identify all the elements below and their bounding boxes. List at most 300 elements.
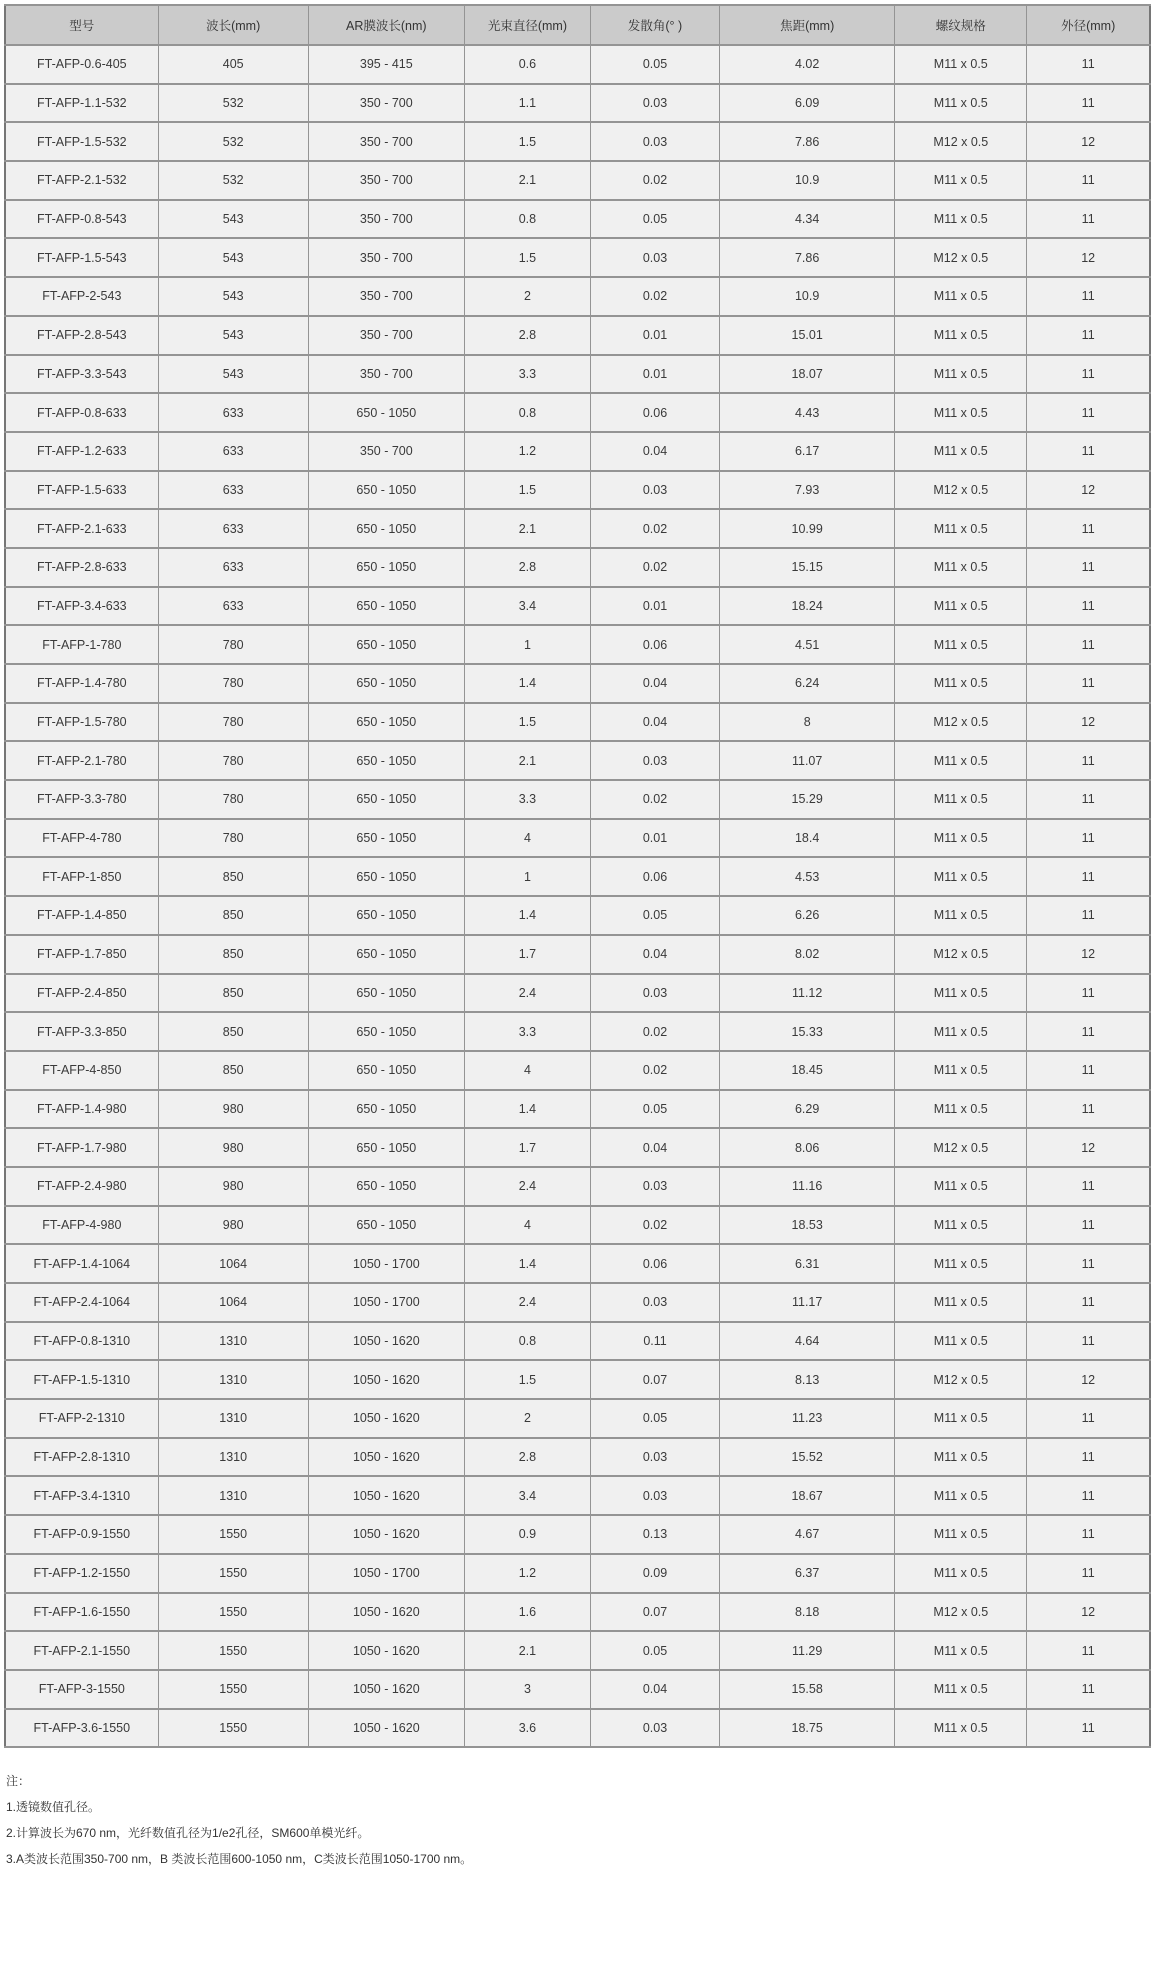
cell-model: FT-AFP-2.4-850 xyxy=(5,974,158,1013)
cell-wavelength: 543 xyxy=(158,238,308,277)
cell-focal-length: 6.09 xyxy=(720,84,895,123)
table-row xyxy=(5,432,1150,471)
footnote-2: 2.计算波长为670 nm，光纤数值孔径为1/e2孔径，SM600单模光纤。 xyxy=(6,1826,370,1841)
cell-ar-coating-range: 650 - 1050 xyxy=(308,974,464,1013)
cell-thread-spec: M12 x 0.5 xyxy=(895,703,1027,742)
cell-model: FT-AFP-3-1550 xyxy=(5,1670,158,1709)
cell-thread-spec: M11 x 0.5 xyxy=(895,355,1027,394)
cell-beam-diameter: 2 xyxy=(464,277,590,316)
cell-divergence-angle: 0.03 xyxy=(590,1438,719,1477)
cell-thread-spec: M11 x 0.5 xyxy=(895,974,1027,1013)
cell-ar-coating-range: 650 - 1050 xyxy=(308,393,464,432)
cell-ar-coating-range: 350 - 700 xyxy=(308,238,464,277)
cell-outer-diameter: 11 xyxy=(1027,780,1150,819)
cell-wavelength: 780 xyxy=(158,703,308,742)
table-row xyxy=(5,355,1150,394)
cell-model: FT-AFP-1.5-633 xyxy=(5,471,158,510)
cell-ar-coating-range: 1050 - 1620 xyxy=(308,1399,464,1438)
cell-ar-coating-range: 650 - 1050 xyxy=(308,1090,464,1129)
cell-divergence-angle: 0.01 xyxy=(590,355,719,394)
cell-wavelength: 980 xyxy=(158,1206,308,1245)
cell-focal-length: 11.16 xyxy=(720,1167,895,1206)
cell-beam-diameter: 2.4 xyxy=(464,1167,590,1206)
cell-model: FT-AFP-4-980 xyxy=(5,1206,158,1245)
cell-model: FT-AFP-0.8-543 xyxy=(5,200,158,239)
cell-thread-spec: M11 x 0.5 xyxy=(895,509,1027,548)
cell-model: FT-AFP-3.3-543 xyxy=(5,355,158,394)
cell-ar-coating-range: 350 - 700 xyxy=(308,277,464,316)
table-header xyxy=(5,5,1150,45)
table-row xyxy=(5,45,1150,84)
cell-wavelength: 850 xyxy=(158,1051,308,1090)
cell-ar-coating-range: 650 - 1050 xyxy=(308,780,464,819)
table-row xyxy=(5,741,1150,780)
cell-thread-spec: M11 x 0.5 xyxy=(895,896,1027,935)
table-row xyxy=(5,1167,1150,1206)
table-row xyxy=(5,238,1150,277)
cell-outer-diameter: 11 xyxy=(1027,355,1150,394)
cell-focal-length: 4.67 xyxy=(720,1515,895,1554)
cell-ar-coating-range: 350 - 700 xyxy=(308,316,464,355)
cell-thread-spec: M11 x 0.5 xyxy=(895,548,1027,587)
cell-wavelength: 780 xyxy=(158,664,308,703)
cell-focal-length: 11.23 xyxy=(720,1399,895,1438)
cell-divergence-angle: 0.03 xyxy=(590,1709,719,1748)
cell-thread-spec: M11 x 0.5 xyxy=(895,587,1027,626)
cell-outer-diameter: 11 xyxy=(1027,587,1150,626)
cell-model: FT-AFP-3.4-633 xyxy=(5,587,158,626)
table-row xyxy=(5,1593,1150,1632)
cell-thread-spec: M11 x 0.5 xyxy=(895,1554,1027,1593)
table-row xyxy=(5,1631,1150,1670)
cell-focal-length: 4.53 xyxy=(720,857,895,896)
cell-divergence-angle: 0.04 xyxy=(590,432,719,471)
cell-ar-coating-range: 650 - 1050 xyxy=(308,509,464,548)
cell-beam-diameter: 0.8 xyxy=(464,1322,590,1361)
table-row xyxy=(5,1399,1150,1438)
table-row xyxy=(5,1128,1150,1167)
cell-wavelength: 543 xyxy=(158,200,308,239)
cell-thread-spec: M11 x 0.5 xyxy=(895,1283,1027,1322)
cell-wavelength: 850 xyxy=(158,857,308,896)
cell-model: FT-AFP-2.8-1310 xyxy=(5,1438,158,1477)
cell-wavelength: 1550 xyxy=(158,1709,308,1748)
cell-ar-coating-range: 650 - 1050 xyxy=(308,1167,464,1206)
cell-beam-diameter: 2.4 xyxy=(464,974,590,1013)
cell-divergence-angle: 0.03 xyxy=(590,1476,719,1515)
cell-beam-diameter: 1.4 xyxy=(464,896,590,935)
cell-wavelength: 1550 xyxy=(158,1670,308,1709)
cell-focal-length: 6.17 xyxy=(720,432,895,471)
cell-model: FT-AFP-1.5-543 xyxy=(5,238,158,277)
cell-divergence-angle: 0.03 xyxy=(590,84,719,123)
table-row xyxy=(5,703,1150,742)
cell-divergence-angle: 0.05 xyxy=(590,1090,719,1129)
cell-beam-diameter: 1.1 xyxy=(464,84,590,123)
spec-table-body xyxy=(5,45,1150,1747)
cell-focal-length: 15.15 xyxy=(720,548,895,587)
cell-beam-diameter: 2.8 xyxy=(464,1438,590,1477)
cell-beam-diameter: 0.6 xyxy=(464,45,590,84)
cell-beam-diameter: 1.5 xyxy=(464,471,590,510)
cell-focal-length: 6.26 xyxy=(720,896,895,935)
cell-outer-diameter: 11 xyxy=(1027,1515,1150,1554)
cell-focal-length: 18.53 xyxy=(720,1206,895,1245)
cell-model: FT-AFP-1.7-850 xyxy=(5,935,158,974)
cell-thread-spec: M12 x 0.5 xyxy=(895,935,1027,974)
cell-beam-diameter: 3.4 xyxy=(464,587,590,626)
cell-outer-diameter: 11 xyxy=(1027,741,1150,780)
cell-beam-diameter: 1.5 xyxy=(464,703,590,742)
cell-focal-length: 8.13 xyxy=(720,1360,895,1399)
cell-divergence-angle: 0.05 xyxy=(590,896,719,935)
header-wavelength: 波长(mm) xyxy=(158,5,308,45)
cell-model: FT-AFP-4-780 xyxy=(5,819,158,858)
cell-thread-spec: M11 x 0.5 xyxy=(895,780,1027,819)
cell-beam-diameter: 2.1 xyxy=(464,161,590,200)
cell-wavelength: 1310 xyxy=(158,1360,308,1399)
cell-divergence-angle: 0.02 xyxy=(590,509,719,548)
cell-beam-diameter: 2.1 xyxy=(464,509,590,548)
cell-model: FT-AFP-1.6-1550 xyxy=(5,1593,158,1632)
cell-ar-coating-range: 650 - 1050 xyxy=(308,587,464,626)
cell-beam-diameter: 2.8 xyxy=(464,316,590,355)
table-row xyxy=(5,84,1150,123)
cell-ar-coating-range: 650 - 1050 xyxy=(308,1206,464,1245)
cell-divergence-angle: 0.02 xyxy=(590,1012,719,1051)
cell-focal-length: 10.99 xyxy=(720,509,895,548)
cell-focal-length: 11.17 xyxy=(720,1283,895,1322)
cell-focal-length: 4.64 xyxy=(720,1322,895,1361)
header-outer-diameter: 外径(mm) xyxy=(1027,5,1150,45)
cell-divergence-angle: 0.03 xyxy=(590,122,719,161)
cell-ar-coating-range: 650 - 1050 xyxy=(308,1012,464,1051)
cell-focal-length: 8 xyxy=(720,703,895,742)
cell-focal-length: 11.07 xyxy=(720,741,895,780)
cell-beam-diameter: 4 xyxy=(464,819,590,858)
table-row xyxy=(5,625,1150,664)
cell-outer-diameter: 11 xyxy=(1027,432,1150,471)
cell-focal-length: 11.12 xyxy=(720,974,895,1013)
cell-focal-length: 4.43 xyxy=(720,393,895,432)
cell-thread-spec: M11 x 0.5 xyxy=(895,1012,1027,1051)
cell-wavelength: 633 xyxy=(158,587,308,626)
cell-ar-coating-range: 1050 - 1620 xyxy=(308,1322,464,1361)
cell-beam-diameter: 1.2 xyxy=(464,1554,590,1593)
cell-model: FT-AFP-2-543 xyxy=(5,277,158,316)
cell-model: FT-AFP-1-850 xyxy=(5,857,158,896)
cell-ar-coating-range: 650 - 1050 xyxy=(308,548,464,587)
cell-divergence-angle: 0.01 xyxy=(590,587,719,626)
cell-wavelength: 1310 xyxy=(158,1438,308,1477)
table-row xyxy=(5,200,1150,239)
cell-thread-spec: M11 x 0.5 xyxy=(895,857,1027,896)
table-row xyxy=(5,819,1150,858)
table-row xyxy=(5,393,1150,432)
cell-focal-length: 15.58 xyxy=(720,1670,895,1709)
cell-outer-diameter: 11 xyxy=(1027,1399,1150,1438)
cell-divergence-angle: 0.01 xyxy=(590,316,719,355)
cell-outer-diameter: 11 xyxy=(1027,974,1150,1013)
cell-thread-spec: M11 x 0.5 xyxy=(895,664,1027,703)
cell-outer-diameter: 12 xyxy=(1027,471,1150,510)
cell-ar-coating-range: 650 - 1050 xyxy=(308,857,464,896)
cell-focal-length: 6.29 xyxy=(720,1090,895,1129)
cell-divergence-angle: 0.02 xyxy=(590,780,719,819)
cell-outer-diameter: 11 xyxy=(1027,625,1150,664)
cell-ar-coating-range: 1050 - 1700 xyxy=(308,1283,464,1322)
cell-thread-spec: M11 x 0.5 xyxy=(895,1515,1027,1554)
cell-divergence-angle: 0.03 xyxy=(590,741,719,780)
cell-beam-diameter: 3.6 xyxy=(464,1709,590,1748)
header-model: 型号 xyxy=(5,5,158,45)
cell-model: FT-AFP-4-850 xyxy=(5,1051,158,1090)
cell-divergence-angle: 0.02 xyxy=(590,548,719,587)
cell-beam-diameter: 1 xyxy=(464,857,590,896)
cell-beam-diameter: 3.3 xyxy=(464,1012,590,1051)
cell-thread-spec: M11 x 0.5 xyxy=(895,1167,1027,1206)
cell-outer-diameter: 11 xyxy=(1027,1244,1150,1283)
cell-ar-coating-range: 350 - 700 xyxy=(308,161,464,200)
footnotes xyxy=(4,1768,1151,1872)
cell-focal-length: 18.4 xyxy=(720,819,895,858)
cell-divergence-angle: 0.07 xyxy=(590,1593,719,1632)
cell-outer-diameter: 11 xyxy=(1027,1709,1150,1748)
cell-wavelength: 780 xyxy=(158,819,308,858)
cell-wavelength: 1310 xyxy=(158,1322,308,1361)
cell-outer-diameter: 11 xyxy=(1027,1012,1150,1051)
cell-wavelength: 543 xyxy=(158,355,308,394)
cell-divergence-angle: 0.05 xyxy=(590,1399,719,1438)
cell-ar-coating-range: 1050 - 1700 xyxy=(308,1244,464,1283)
cell-model: FT-AFP-3.3-780 xyxy=(5,780,158,819)
lens-spec-table xyxy=(4,4,1151,1748)
cell-outer-diameter: 11 xyxy=(1027,1631,1150,1670)
cell-ar-coating-range: 650 - 1050 xyxy=(308,664,464,703)
cell-thread-spec: M11 x 0.5 xyxy=(895,1399,1027,1438)
cell-model: FT-AFP-1.2-633 xyxy=(5,432,158,471)
table-row xyxy=(5,1283,1150,1322)
cell-divergence-angle: 0.06 xyxy=(590,1244,719,1283)
cell-thread-spec: M11 x 0.5 xyxy=(895,1051,1027,1090)
cell-divergence-angle: 0.03 xyxy=(590,471,719,510)
cell-thread-spec: M12 x 0.5 xyxy=(895,122,1027,161)
cell-thread-spec: M11 x 0.5 xyxy=(895,200,1027,239)
cell-wavelength: 633 xyxy=(158,471,308,510)
cell-thread-spec: M11 x 0.5 xyxy=(895,1709,1027,1748)
cell-ar-coating-range: 395 - 415 xyxy=(308,45,464,84)
cell-wavelength: 633 xyxy=(158,509,308,548)
cell-focal-length: 4.02 xyxy=(720,45,895,84)
cell-outer-diameter: 11 xyxy=(1027,45,1150,84)
cell-focal-length: 6.24 xyxy=(720,664,895,703)
cell-model: FT-AFP-1.7-980 xyxy=(5,1128,158,1167)
cell-beam-diameter: 2 xyxy=(464,1399,590,1438)
cell-beam-diameter: 4 xyxy=(464,1051,590,1090)
cell-ar-coating-range: 650 - 1050 xyxy=(308,935,464,974)
table-row xyxy=(5,1670,1150,1709)
cell-beam-diameter: 3.4 xyxy=(464,1476,590,1515)
cell-beam-diameter: 2.1 xyxy=(464,741,590,780)
cell-beam-diameter: 0.9 xyxy=(464,1515,590,1554)
cell-divergence-angle: 0.03 xyxy=(590,1167,719,1206)
cell-outer-diameter: 12 xyxy=(1027,1360,1150,1399)
cell-model: FT-AFP-1.1-532 xyxy=(5,84,158,123)
table-row xyxy=(5,1476,1150,1515)
cell-model: FT-AFP-0.8-1310 xyxy=(5,1322,158,1361)
cell-thread-spec: M11 x 0.5 xyxy=(895,1438,1027,1477)
cell-ar-coating-range: 1050 - 1620 xyxy=(308,1593,464,1632)
cell-thread-spec: M11 x 0.5 xyxy=(895,316,1027,355)
cell-ar-coating-range: 650 - 1050 xyxy=(308,703,464,742)
cell-wavelength: 543 xyxy=(158,316,308,355)
cell-divergence-angle: 0.06 xyxy=(590,857,719,896)
cell-ar-coating-range: 1050 - 1700 xyxy=(308,1554,464,1593)
cell-focal-length: 6.37 xyxy=(720,1554,895,1593)
cell-outer-diameter: 11 xyxy=(1027,200,1150,239)
table-row xyxy=(5,122,1150,161)
footnote-1: 1.透镜数值孔径。 xyxy=(6,1800,101,1815)
cell-model: FT-AFP-2.4-980 xyxy=(5,1167,158,1206)
cell-wavelength: 532 xyxy=(158,84,308,123)
cell-outer-diameter: 11 xyxy=(1027,1554,1150,1593)
cell-divergence-angle: 0.04 xyxy=(590,935,719,974)
cell-outer-diameter: 11 xyxy=(1027,277,1150,316)
cell-focal-length: 15.52 xyxy=(720,1438,895,1477)
cell-wavelength: 1310 xyxy=(158,1476,308,1515)
cell-outer-diameter: 12 xyxy=(1027,703,1150,742)
cell-outer-diameter: 11 xyxy=(1027,1090,1150,1129)
cell-focal-length: 8.02 xyxy=(720,935,895,974)
cell-thread-spec: M11 x 0.5 xyxy=(895,161,1027,200)
table-row xyxy=(5,1554,1150,1593)
cell-model: FT-AFP-1.5-1310 xyxy=(5,1360,158,1399)
cell-beam-diameter: 3.3 xyxy=(464,780,590,819)
table-row xyxy=(5,316,1150,355)
cell-divergence-angle: 0.11 xyxy=(590,1322,719,1361)
cell-outer-diameter: 12 xyxy=(1027,935,1150,974)
cell-model: FT-AFP-1.4-980 xyxy=(5,1090,158,1129)
cell-focal-length: 18.45 xyxy=(720,1051,895,1090)
cell-outer-diameter: 12 xyxy=(1027,1593,1150,1632)
cell-wavelength: 850 xyxy=(158,1012,308,1051)
cell-thread-spec: M11 x 0.5 xyxy=(895,1670,1027,1709)
cell-beam-diameter: 3 xyxy=(464,1670,590,1709)
cell-ar-coating-range: 650 - 1050 xyxy=(308,471,464,510)
header-ar-coating-range: AR膜波长(nm) xyxy=(308,5,464,45)
cell-ar-coating-range: 350 - 700 xyxy=(308,432,464,471)
cell-ar-coating-range: 1050 - 1620 xyxy=(308,1631,464,1670)
cell-wavelength: 1550 xyxy=(158,1515,308,1554)
header-beam-diameter: 光束直径(mm) xyxy=(464,5,590,45)
cell-focal-length: 18.24 xyxy=(720,587,895,626)
cell-outer-diameter: 11 xyxy=(1027,857,1150,896)
cell-wavelength: 780 xyxy=(158,780,308,819)
table-row xyxy=(5,664,1150,703)
cell-beam-diameter: 1.5 xyxy=(464,1360,590,1399)
cell-outer-diameter: 11 xyxy=(1027,161,1150,200)
cell-ar-coating-range: 650 - 1050 xyxy=(308,625,464,664)
cell-focal-length: 11.29 xyxy=(720,1631,895,1670)
cell-focal-length: 18.67 xyxy=(720,1476,895,1515)
cell-divergence-angle: 0.03 xyxy=(590,974,719,1013)
cell-model: FT-AFP-2.1-532 xyxy=(5,161,158,200)
cell-ar-coating-range: 1050 - 1620 xyxy=(308,1476,464,1515)
cell-ar-coating-range: 350 - 700 xyxy=(308,84,464,123)
cell-model: FT-AFP-2.8-543 xyxy=(5,316,158,355)
cell-divergence-angle: 0.04 xyxy=(590,1128,719,1167)
cell-focal-length: 15.33 xyxy=(720,1012,895,1051)
cell-divergence-angle: 0.06 xyxy=(590,393,719,432)
table-row xyxy=(5,1012,1150,1051)
cell-focal-length: 8.06 xyxy=(720,1128,895,1167)
cell-focal-length: 4.51 xyxy=(720,625,895,664)
cell-model: FT-AFP-2.8-633 xyxy=(5,548,158,587)
cell-model: FT-AFP-1.5-780 xyxy=(5,703,158,742)
cell-outer-diameter: 11 xyxy=(1027,1670,1150,1709)
cell-divergence-angle: 0.04 xyxy=(590,703,719,742)
cell-beam-diameter: 1.7 xyxy=(464,1128,590,1167)
table-row xyxy=(5,548,1150,587)
cell-thread-spec: M12 x 0.5 xyxy=(895,1593,1027,1632)
cell-thread-spec: M12 x 0.5 xyxy=(895,238,1027,277)
cell-outer-diameter: 11 xyxy=(1027,84,1150,123)
cell-divergence-angle: 0.03 xyxy=(590,238,719,277)
cell-thread-spec: M11 x 0.5 xyxy=(895,277,1027,316)
cell-wavelength: 532 xyxy=(158,161,308,200)
table-row xyxy=(5,1709,1150,1748)
cell-outer-diameter: 11 xyxy=(1027,1283,1150,1322)
table-row xyxy=(5,974,1150,1013)
cell-model: FT-AFP-1.4-850 xyxy=(5,896,158,935)
cell-thread-spec: M11 x 0.5 xyxy=(895,1322,1027,1361)
table-row xyxy=(5,1360,1150,1399)
cell-wavelength: 980 xyxy=(158,1128,308,1167)
header-focal-length: 焦距(mm) xyxy=(720,5,895,45)
cell-focal-length: 7.86 xyxy=(720,238,895,277)
cell-ar-coating-range: 350 - 700 xyxy=(308,122,464,161)
cell-focal-length: 7.86 xyxy=(720,122,895,161)
cell-model: FT-AFP-2-1310 xyxy=(5,1399,158,1438)
cell-model: FT-AFP-3.6-1550 xyxy=(5,1709,158,1748)
table-row xyxy=(5,1206,1150,1245)
cell-ar-coating-range: 1050 - 1620 xyxy=(308,1670,464,1709)
cell-thread-spec: M12 x 0.5 xyxy=(895,1360,1027,1399)
table-row xyxy=(5,896,1150,935)
cell-thread-spec: M11 x 0.5 xyxy=(895,84,1027,123)
cell-outer-diameter: 11 xyxy=(1027,1438,1150,1477)
cell-model: FT-AFP-2.1-633 xyxy=(5,509,158,548)
table-row xyxy=(5,935,1150,974)
cell-model: FT-AFP-1.5-532 xyxy=(5,122,158,161)
cell-ar-coating-range: 350 - 700 xyxy=(308,355,464,394)
cell-ar-coating-range: 650 - 1050 xyxy=(308,819,464,858)
cell-outer-diameter: 11 xyxy=(1027,1476,1150,1515)
cell-thread-spec: M11 x 0.5 xyxy=(895,1206,1027,1245)
cell-divergence-angle: 0.09 xyxy=(590,1554,719,1593)
cell-outer-diameter: 11 xyxy=(1027,1322,1150,1361)
cell-ar-coating-range: 650 - 1050 xyxy=(308,1051,464,1090)
header-row xyxy=(5,5,1150,45)
cell-wavelength: 543 xyxy=(158,277,308,316)
cell-focal-length: 6.31 xyxy=(720,1244,895,1283)
cell-wavelength: 1064 xyxy=(158,1283,308,1322)
table-row xyxy=(5,1322,1150,1361)
cell-beam-diameter: 1.2 xyxy=(464,432,590,471)
cell-divergence-angle: 0.05 xyxy=(590,45,719,84)
cell-wavelength: 780 xyxy=(158,625,308,664)
cell-thread-spec: M11 x 0.5 xyxy=(895,45,1027,84)
